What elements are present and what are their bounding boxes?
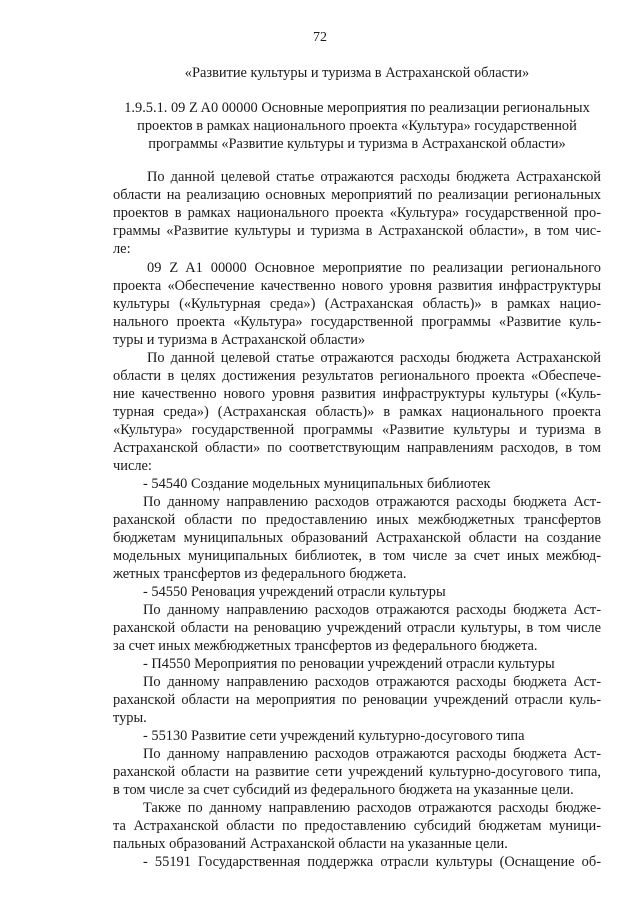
text-line: пальных образований Астраханской области на указанные цели. [113,836,508,852]
heading-line: 1.9.5.1. 09 Z A0 00000 Основные мероприятия по реализации региональных [124,100,590,116]
text-line: области в целях достижения результатов регионального проекта «Обеспече- [113,368,601,384]
text-line: за счет иных межбюджетных трансфертов из федерального бюджета. [113,638,538,654]
text-line: проекта «Обеспечение качественно нового уровня развития инфраструктуры [113,278,601,294]
text-line: 09 Z A1 00000 Основное мероприятие по реализации регионального [147,260,601,276]
text-line: та Астраханской области по предоставлению субсидий бюджетам муници- [113,818,601,834]
text-line: - П4550 Мероприятия по реновации учреждений отрасли культуры [143,656,555,672]
text-line: проектов в рамках национального проекта «Культура» государственной про- [113,205,601,221]
text-line: раханской области на развитие сети учреждений культурно-досугового типа, [113,764,601,780]
text-line: в том числе за счет субсидий из федерального бюджета на указанные цели. [113,782,574,798]
text-line: Также по данному направлению расходов отражаются расходы бюдже- [143,800,601,816]
text-line: По данной целевой статье отражаются расходы бюджета Астраханской [147,169,601,185]
text-line: - 55130 Развитие сети учреждений культурно-досугового типа [143,728,525,744]
text-line: По данному направлению расходов отражаются расходы бюджета Аст- [143,494,601,510]
text-line: По данному направлению расходов отражаются расходы бюджета Аст- [143,746,601,762]
text-line: - 54540 Создание модельных муниципальных библиотек [143,476,491,492]
text-line: ле: [113,241,131,257]
heading-line: проектов в рамках национального проекта «Культура» государственной [137,118,577,134]
text-line: области на реализацию основных мероприятий по реализации региональных [113,187,601,203]
text-line: «Культура» государственной программы «Развитие культуры и туризма в [113,422,601,438]
text-line: Астраханской области» по соответствующим направлениям расходов, в том [113,440,601,456]
text-line: раханской области на мероприятия по реновации учреждений отрасли куль- [113,692,601,708]
text-line: раханской области на реновацию учреждений отрасли культуры, в том числе [113,620,601,636]
text-line: По данному направлению расходов отражаются расходы бюджета Аст- [143,602,601,618]
text-line: модельных муниципальных библиотек, в том числе за счет иных межбюд- [113,548,601,564]
text-line: туры. [113,710,147,726]
text-line: По данному направлению расходов отражаются расходы бюджета Аст- [143,674,601,690]
text-line: бюджетам муниципальных образований Астраханской области на создание [113,530,601,546]
text-line: ние качественно нового уровня развития инфраструктуры культуры («Куль- [113,386,601,402]
text-line: культуры («Культурная среда») (Астраханская область)» в рамках нацио- [113,296,601,312]
text-line: турная среда») (Астраханская область)» в рамках национального проекта [113,404,601,420]
text-line: раханской области по предоставлению иных межбюджетных трансфертов [113,512,601,528]
text-line: нального проекта «Культура» государственной программы «Развитие куль- [113,314,601,330]
text-line: числе: [113,458,152,474]
text-line: По данной целевой статье отражаются расходы бюджета Астраханской [147,350,601,366]
heading-line: программы «Развитие культуры и туризма в Астраханской области» [148,136,566,152]
heading-line: «Развитие культуры и туризма в Астраханской области» [184,65,530,81]
text-line: жетных трансфертов из федерального бюджета. [113,566,407,582]
page-number: 72 [313,30,327,45]
text-line: туры и туризма в Астраханской области» [113,332,366,348]
text-line: граммы «Развитие культуры и туризма в Астраханской области», в том чис- [113,223,601,239]
text-line: - 55191 Государственная поддержка отрасли культуры (Оснащение об- [143,854,601,870]
text-line: - 54550 Реновация учреждений отрасли культуры [143,584,446,600]
